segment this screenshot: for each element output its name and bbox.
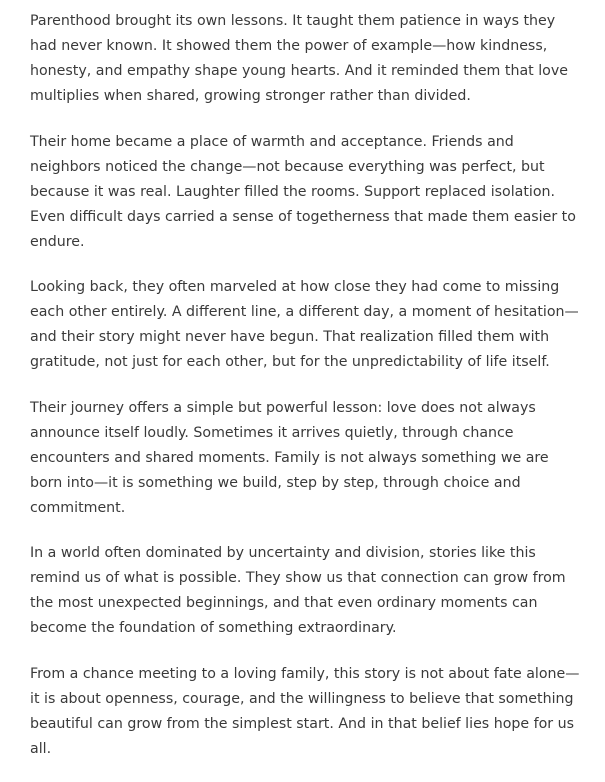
paragraph-home: Their home became a place of warmth and acceptance. Friends and neighbors noticed the change—not because everything was perfect, but because it was real. Laughter filled the rooms. Support replaced isolation. Even difficult days carried a sense of togetherness that made them easier to endure.	[30, 133, 576, 250]
article-body	[30, 9, 580, 782]
paragraph-world: In a world often dominated by uncertainty and division, stories like this remind us of what is possible. They show us that connection can grow from the most unexpected beginnings, and that even ordinary moments can become the foundation of something extraordinary.	[30, 545, 566, 636]
paragraph-parenthood: Parenthood brought its own lessons. It taught them patience in ways they had never known. It showed them the power of example—how kindness, honesty, and empathy shape young hearts. And it reminded them that love multiplies when shared, growing stronger rather than divided.	[30, 13, 568, 104]
paragraph-journey: Their journey offers a simple but powerful lesson: love does not always announce itself loudly. Sometimes it arrives quietly, through chance encounters and shared moments. Family is not always something we are born into—it is something we build, step by step, through choice and commitment.	[30, 399, 549, 516]
paragraph-conclusion: From a chance meeting to a loving family, this story is not about fate alone—it is about openness, courage, and the willingness to believe that something beautiful can grow from the simplest start. And in that belief lies hope for us all.	[30, 665, 580, 757]
paragraph-looking-back: Looking back, they often marveled at how close they had come to missing each other entirely. A different line, a different day, a moment of hesitation—and their story might never have begun. That realization filled them with gratitude, not just for each other, but for the unpredictability of life itself.	[30, 279, 579, 370]
